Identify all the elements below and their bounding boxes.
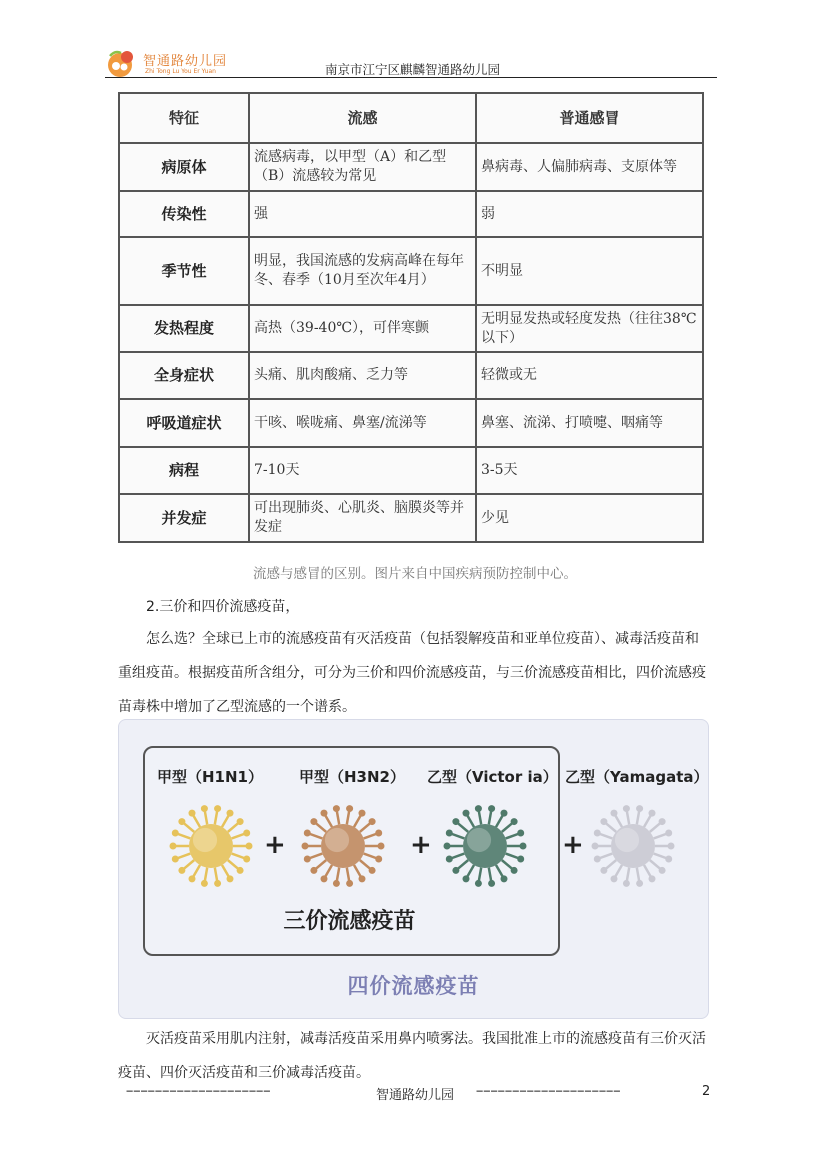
trivalent-label: 三价流感疫苗 — [283, 909, 416, 934]
row-flu-value: 高热（39-40℃），可伴寒颤 — [249, 305, 476, 352]
row-cold-value: 不明显 — [476, 237, 703, 305]
virus-spike-tip — [475, 880, 482, 887]
virus-spike-tip — [310, 818, 317, 825]
virus-spike-tip — [346, 880, 353, 887]
vaccine-valence-graphic — [118, 719, 709, 1019]
virus-highlight — [467, 828, 491, 852]
virus-spike-tip — [594, 855, 601, 862]
virus-spike-tip — [511, 818, 518, 825]
virus-victoria-icon — [437, 798, 533, 894]
virus-spike-tip — [444, 843, 451, 850]
virus-spike-tip — [520, 843, 527, 850]
row-cold-value: 轻微或无 — [476, 352, 703, 399]
row-feature: 并发症 — [119, 494, 249, 542]
virus-spike-tip — [321, 810, 328, 817]
virus-spike-tip — [452, 867, 459, 874]
virus-spike-tip — [517, 855, 524, 862]
virus-spike-tip — [446, 830, 453, 837]
row-flu-value: 强 — [249, 191, 476, 237]
flu-vs-cold-table-image — [118, 92, 702, 541]
table-row — [119, 143, 703, 191]
plus-sign: + — [562, 830, 584, 860]
virus-spike-tip — [201, 805, 208, 812]
row-cold-value: 3-5天 — [476, 447, 703, 494]
header-title: 南京市江宁区麒麟智通路幼儿园 — [325, 62, 501, 77]
virus-spike-tip — [321, 875, 328, 882]
row-feature: 全身症状 — [119, 352, 249, 399]
table-header-cell: 流感 — [249, 93, 476, 143]
footer-right-rule: −−−−−−−−−−−−−−−−−−−− — [476, 1084, 621, 1098]
virus-spike-tip — [668, 843, 675, 850]
row-feature: 病原体 — [119, 143, 249, 191]
virus-spike-tip — [649, 810, 656, 817]
page-footer — [118, 1084, 712, 1104]
paragraph-administration — [118, 1022, 712, 1090]
row-feature: 发热程度 — [119, 305, 249, 352]
row-flu-value: 头痛、肌肉酸痛、乏力等 — [249, 352, 476, 399]
section-heading-text: 2.三价和四价流感疫苗， — [146, 599, 300, 615]
table-row — [119, 494, 703, 542]
virus-spike-tip — [246, 843, 253, 850]
virus-spike-tip — [446, 855, 453, 862]
row-feature: 呼吸道症状 — [119, 399, 249, 447]
virus-spike-tip — [304, 855, 311, 862]
section-heading — [118, 590, 712, 624]
virus-spike-tip — [189, 810, 196, 817]
virus-spike-tip — [333, 880, 340, 887]
virus-spike-tip — [227, 810, 234, 817]
virus-spike-tip — [189, 875, 196, 882]
row-cold-value: 鼻病毒、人偏肺病毒、支原体等 — [476, 143, 703, 191]
table-row — [119, 305, 703, 352]
virus-spike-tip — [304, 830, 311, 837]
virus-spike-tip — [375, 830, 382, 837]
plus-sign: + — [264, 830, 286, 860]
row-feature: 病程 — [119, 447, 249, 494]
virus-spike-tip — [172, 830, 179, 837]
virus-spike-tip — [369, 867, 376, 874]
row-flu-value: 可出现肺炎、心肌炎、脑膜炎等并发症 — [249, 494, 476, 542]
virus-spike-tip — [611, 810, 618, 817]
footer-school-name: 智通路幼儿园 — [376, 1088, 455, 1103]
virus-spike-tip — [172, 855, 179, 862]
virus-spike-tip — [665, 855, 672, 862]
virus-spike-tip — [649, 875, 656, 882]
row-flu-value: 流感病毒，以甲型（A）和乙型（B）流感较为常见 — [249, 143, 476, 191]
virus-spike-tip — [611, 875, 618, 882]
footer-left-rule: −−−−−−−−−−−−−−−−−−−− — [126, 1084, 271, 1098]
virus-spike-tip — [302, 843, 309, 850]
quadrivalent-label: 四价流感疫苗 — [347, 974, 480, 998]
virus-spike-tip — [665, 830, 672, 837]
virus-spike-tip — [501, 875, 508, 882]
strain-label: 乙型（Victor ia） — [427, 768, 558, 786]
virus-spike-tip — [600, 818, 607, 825]
virus-spike-tip — [511, 867, 518, 874]
virus-spike-tip — [659, 818, 666, 825]
virus-spike-tip — [623, 805, 630, 812]
virus-spike-tip — [227, 875, 234, 882]
virus-h3n2-icon — [295, 798, 391, 894]
virus-highlight — [325, 828, 349, 852]
row-cold-value: 无明显发热或轻度发热（往往38℃以下） — [476, 305, 703, 352]
virus-spike-tip — [359, 810, 366, 817]
row-cold-value: 鼻塞、流涕、打喷嚏、咽痛等 — [476, 399, 703, 447]
row-cold-value: 弱 — [476, 191, 703, 237]
virus-spike-tip — [359, 875, 366, 882]
paragraph-vaccine-types — [118, 622, 712, 724]
virus-spike-tip — [600, 867, 607, 874]
virus-spike-tip — [237, 867, 244, 874]
virus-spike-tip — [501, 810, 508, 817]
virus-spike-tip — [375, 855, 382, 862]
row-flu-value: 7-10天 — [249, 447, 476, 494]
virus-spike-tip — [237, 818, 244, 825]
table-row — [119, 237, 703, 305]
strain-label: 乙型（Yamagata） — [565, 768, 709, 786]
virus-spike-tip — [592, 843, 599, 850]
virus-spike-tip — [488, 880, 495, 887]
logo-pinyin-name: Zhi Tong Lu You Er Yuan — [145, 68, 216, 75]
table-row — [119, 399, 703, 447]
virus-spike-tip — [488, 805, 495, 812]
virus-spike-tip — [475, 805, 482, 812]
virus-spike-tip — [594, 830, 601, 837]
strain-label: 甲型（H3N2） — [299, 768, 405, 786]
table-row — [119, 191, 703, 237]
virus-spike-tip — [623, 880, 630, 887]
virus-spike-tip — [463, 875, 470, 882]
virus-spike-tip — [346, 805, 353, 812]
paragraph-vaccine-types-text: 怎么选？全球已上市的流感疫苗有灭活疫苗（包括裂解疫苗和亚单位疫苗）、减毒活疫苗和重组疫苗。根据疫苗所含组分，可分为三价和四价流感疫苗，与三价流感疫苗相比，四价流感疫苗毒株中增加了乙型流感的一个谱系。 — [118, 631, 706, 715]
virus-highlight — [193, 828, 217, 852]
table-caption: 流感与感冒的区别。图片来自中国疾病预防控制中心。 — [253, 566, 577, 582]
page-header — [105, 44, 717, 80]
virus-spike-tip — [369, 818, 376, 825]
kindergarten-logo-icon — [105, 48, 139, 78]
strain-label: 甲型（H1N1） — [157, 768, 263, 786]
virus-spike-tip — [170, 843, 177, 850]
virus-spike-tip — [452, 818, 459, 825]
row-feature: 季节性 — [119, 237, 249, 305]
virus-spike-tip — [517, 830, 524, 837]
virus-highlight — [615, 828, 639, 852]
virus-spike-tip — [214, 805, 221, 812]
row-cold-value: 少见 — [476, 494, 703, 542]
table-header-row — [119, 93, 703, 143]
paragraph-administration-text: 灭活疫苗采用肌内注射，减毒活疫苗采用鼻内喷雾法。我国批准上市的流感疫苗有三价灭活疫苗、四价灭活疫苗和三价减毒活疫苗。 — [118, 1031, 706, 1081]
table-header-cell: 普通感冒 — [476, 93, 703, 143]
page-number: 2 — [702, 1084, 711, 1099]
virus-spike-tip — [310, 867, 317, 874]
row-feature: 传染性 — [119, 191, 249, 237]
row-flu-value: 明显，我国流感的发病高峰在每年冬、春季（10月至次年4月） — [249, 237, 476, 305]
header-divider — [105, 77, 717, 78]
virus-spike-tip — [333, 805, 340, 812]
flu-vs-cold-table — [118, 92, 704, 543]
virus-spike-tip — [178, 818, 185, 825]
logo-chinese-name: 智通路幼儿园 — [143, 54, 228, 69]
virus-spike-tip — [463, 810, 470, 817]
virus-spike-tip — [201, 880, 208, 887]
virus-h1n1-icon — [163, 798, 259, 894]
virus-spike-tip — [636, 805, 643, 812]
virus-spike-tip — [378, 843, 385, 850]
virus-spike-tip — [659, 867, 666, 874]
row-flu-value: 干咳、喉咙痛、鼻塞/流涕等 — [249, 399, 476, 447]
table-header-cell: 特征 — [119, 93, 249, 143]
virus-spike-tip — [214, 880, 221, 887]
virus-spike-tip — [178, 867, 185, 874]
plus-sign: + — [410, 830, 432, 860]
virus-yamagata-icon — [585, 798, 681, 894]
table-row — [119, 352, 703, 399]
virus-spike-tip — [243, 830, 250, 837]
table-row — [119, 447, 703, 494]
virus-spike-tip — [243, 855, 250, 862]
virus-spike-tip — [636, 880, 643, 887]
